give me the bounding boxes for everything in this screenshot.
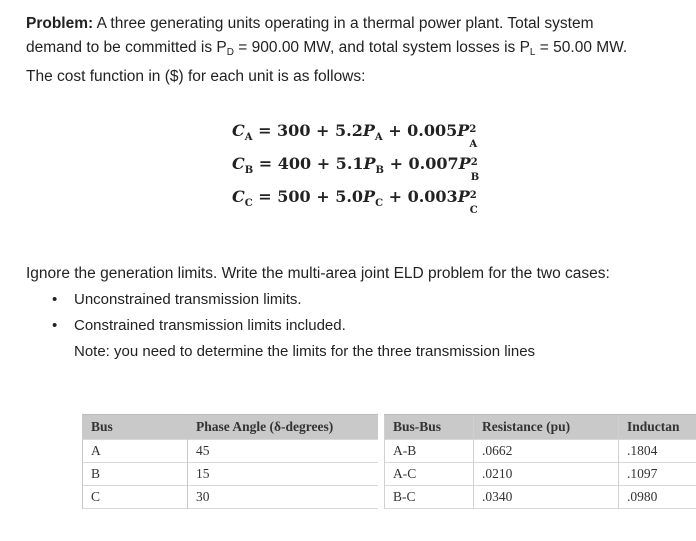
bullet-icon: • <box>52 317 58 334</box>
list-item: • Constrained transmission limits included. <box>52 317 346 334</box>
problem-statement <box>26 12 666 89</box>
cost-equations <box>232 114 481 216</box>
line-impedance-table <box>384 414 696 509</box>
column-header-resistance: Resistance (pu) <box>474 415 619 440</box>
note-text: Note: you need to determine the limits for the three transmission lines <box>74 343 536 360</box>
list-item: • Unconstrained transmission limits. <box>52 291 302 308</box>
table-row: A 45 <box>83 440 379 463</box>
equation-b: $C_B = 400 + 5.1P_B + 0.007P$ 2 B <box>232 154 480 183</box>
table-row: B-C .0340 .0980 <box>385 486 696 509</box>
bullet-icon: • <box>52 291 58 308</box>
instructions-text: Ignore the generation limits. Write the multi-area joint ELD problem for the two cases: <box>26 265 610 282</box>
table-header-row <box>385 415 696 440</box>
table-row: B 15 <box>83 463 379 486</box>
column-header-inductance: Inductan <box>619 415 696 440</box>
table-header-row <box>83 415 379 440</box>
table-row: A-C .0210 .1097 <box>385 463 696 486</box>
table-row: C 30 <box>83 486 379 509</box>
column-header-bus: Bus <box>83 415 188 440</box>
column-header-bus-bus: Bus-Bus <box>385 415 474 440</box>
cases-list <box>52 290 346 342</box>
column-header-phase-angle: Phase Angle (δ-degrees) <box>188 415 379 440</box>
table-row: A-B .0662 .1804 <box>385 440 696 463</box>
problem-line-1: Problem: A three generating units operating in a thermal power plant. Total system <box>26 15 594 32</box>
equation-a: $C_A = 300 + 5.2P_A + 0.005P$ 2 A <box>232 121 478 150</box>
bus-phase-angle-table <box>82 414 378 509</box>
problem-line-2: demand to be committed is $P_D = 900.00$ MW, and total system losses is $P_L = 50.00$ MW. <box>26 39 628 58</box>
equation-c: $C_C = 500 + 5.0P_C + 0.003P$ 2 C <box>232 187 478 216</box>
problem-label: Problem: <box>26 15 94 32</box>
problem-line-3: The cost function in ($) for each unit is as follows: <box>26 68 366 85</box>
